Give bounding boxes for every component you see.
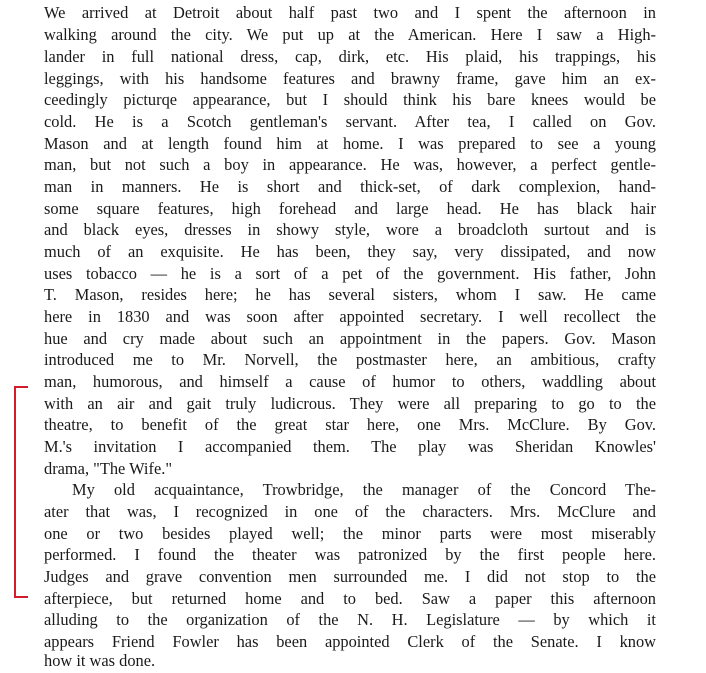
text-line: one or two besides played well; the minor parts were most miserably xyxy=(44,524,656,543)
text-line: We arrived at Detroit about half past two and I spent the afternoon in xyxy=(44,3,656,22)
text-line: alluding to the organization of the N. H. Legislature — by which it xyxy=(44,610,656,629)
text-line: man, but not such a boy in appearance. He was, however, a perfect gentle- xyxy=(44,155,656,174)
text-line: Mason and at length found him at home. I was prepared to see a young xyxy=(44,134,656,153)
text-line: walking around the city. We put up at the American. Here I saw a High- xyxy=(44,25,656,44)
text-line: leggings, with his handsome features and brawny frame, gave him an ex- xyxy=(44,69,656,88)
text-line: man, humorous, and himself a cause of humor to others, waddling about xyxy=(44,372,656,391)
paragraph-first-line: My old acquaintance, Trowbridge, the manager of the Concord The- xyxy=(72,480,656,499)
text-line: ceedingly picturqe appearance, but I should think his bare knees would be xyxy=(44,90,656,109)
text-line: T. Mason, resides here; he has several sisters, whom I saw. He came xyxy=(44,285,656,304)
text-line: afterpiece, but returned home and to bed. Saw a paper this afternoon xyxy=(44,589,656,608)
text-line: man in manners. He is short and thick-set, of dark complexion, hand- xyxy=(44,177,656,196)
text-line: with an air and gait truly ludicrous. They were all preparing to go to the xyxy=(44,394,656,413)
text-line: introduced me to Mr. Norvell, the postmaster here, an ambitious, crafty xyxy=(44,350,656,369)
text-line: and black eyes, dresses in showy style, wore a broadcloth surtout and is xyxy=(44,220,656,239)
text-line: theatre, to benefit of the great star here, one Mrs. McClure. By Gov. xyxy=(44,415,656,434)
text-line: how it was done. xyxy=(44,651,156,670)
text-line: Judges and grave convention men surrounded me. I did not stop to the xyxy=(44,567,656,586)
text-line: performed. I found the theater was patronized by the first people here. xyxy=(44,545,656,564)
text-line: appears Friend Fowler has been appointed Clerk of the Senate. I know xyxy=(44,632,656,651)
text-line: cold. He is a Scotch gentleman's servant. After tea, I called on Gov. xyxy=(44,112,656,131)
text-line: here in 1830 and was soon after appointed secretary. I well recollect the xyxy=(44,307,656,326)
text-line: hue and cry made about such an appointment in the papers. Gov. Mason xyxy=(44,329,656,348)
text-line: some square features, high forehead and large head. He has black hair xyxy=(44,199,656,218)
text-line: lander in full national dress, cap, dirk, etc. His plaid, his trappings, his xyxy=(44,47,656,66)
text-line: M.'s invitation I accompanied them. The play was Sheridan Knowles' xyxy=(44,437,656,456)
text-line: drama, "The Wife." xyxy=(44,459,173,478)
text-line: ater that was, I recognized in one of the characters. Mrs. McClure and xyxy=(44,502,656,521)
margin-bracket-mark xyxy=(14,386,28,598)
text-line: uses tobacco — he is a sort of a pet of the government. His father, John xyxy=(44,264,656,283)
text-line: much of an exquisite. He has been, they say, very dissipated, and now xyxy=(44,242,656,261)
